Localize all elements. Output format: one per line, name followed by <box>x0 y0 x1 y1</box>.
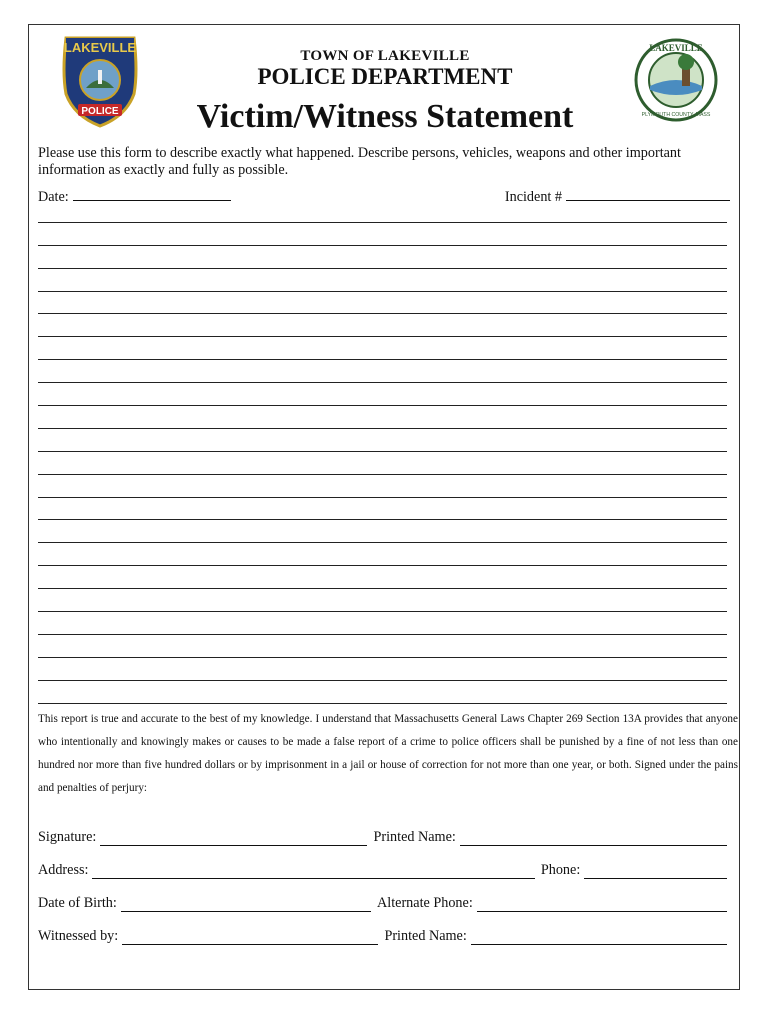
signature-row <box>38 828 727 846</box>
address-row <box>38 861 727 879</box>
statement-line[interactable] <box>38 566 727 589</box>
printed-name-label: Printed Name: <box>373 829 456 845</box>
statement-line[interactable] <box>38 337 727 360</box>
statement-line[interactable] <box>38 429 727 452</box>
witness-printed-name-blank[interactable] <box>471 931 727 945</box>
witnessed-by-blank[interactable] <box>122 931 378 945</box>
statement-line[interactable] <box>38 314 727 337</box>
statement-line[interactable] <box>38 452 727 475</box>
dob-blank[interactable] <box>121 898 371 912</box>
statement-line[interactable] <box>38 498 727 521</box>
printed-name-blank[interactable] <box>460 832 727 846</box>
town-heading: TOWN OF LAKEVILLE <box>300 48 470 64</box>
statement-line[interactable] <box>38 360 727 383</box>
dob-label: Date of Birth: <box>38 895 117 911</box>
statement-line[interactable] <box>38 520 727 543</box>
dob-row <box>38 894 727 912</box>
instructions-text: Please use this form to describe exactly what happened. Describe persons, vehicles, weapons and other important information as exactly and fully as possible. <box>38 145 681 178</box>
phone-label: Phone: <box>540 862 581 878</box>
alt-phone-blank[interactable] <box>477 898 727 912</box>
patch-text-bottom: POLICE <box>81 106 119 117</box>
date-label: Date: <box>38 189 69 205</box>
incident-blank[interactable] <box>566 186 730 201</box>
date-blank[interactable] <box>73 186 231 201</box>
signature-label: Signature: <box>38 829 97 845</box>
statement-line[interactable] <box>38 589 727 612</box>
witness-row <box>38 927 727 945</box>
incident-label: Incident # <box>504 189 562 205</box>
statement-line[interactable] <box>38 246 727 269</box>
witnessed-by-label: Witnessed by: <box>38 928 119 944</box>
seal-text-top: LAKEVILLE <box>649 43 703 53</box>
statement-lines[interactable] <box>38 200 727 704</box>
seal-text-bottom: PLYMOUTH COUNTY, MASS <box>641 112 711 118</box>
address-label: Address: <box>38 862 89 878</box>
certification-text: This report is true and accurate to the best of my knowledge. I understand that Massachusetts General Laws Chapter 269 Section 13A provides that anyone who intentionally and knowingly makes or causes to be made a false report of a crime to police officers shall be punished by a fine of not less than one hundred nor more than five hundred dollars or by imprisonment in a jail or house of correction for not more than one year, or both. Signed under the pains and penalties of perjury: <box>38 713 738 794</box>
address-blank[interactable] <box>92 865 534 879</box>
statement-line[interactable] <box>38 223 727 246</box>
statement-line[interactable] <box>38 543 727 566</box>
statement-line[interactable] <box>38 200 727 223</box>
statement-line[interactable] <box>38 292 727 315</box>
statement-line[interactable] <box>38 658 727 681</box>
statement-line[interactable] <box>38 681 727 704</box>
statement-line[interactable] <box>38 475 727 498</box>
statement-line[interactable] <box>38 269 727 292</box>
statement-line[interactable] <box>38 406 727 429</box>
department-heading: POLICE DEPARTMENT <box>257 64 513 89</box>
statement-line[interactable] <box>38 612 727 635</box>
statement-line[interactable] <box>38 383 727 406</box>
signature-blank[interactable] <box>100 832 367 846</box>
statement-line[interactable] <box>38 635 727 658</box>
phone-blank[interactable] <box>584 865 727 879</box>
form-title: Victim/Witness Statement <box>196 98 574 135</box>
alt-phone-label: Alternate Phone: <box>377 895 473 911</box>
patch-text-top: LAKEVILLE <box>63 40 137 55</box>
witness-printed-name-label: Printed Name: <box>384 928 467 944</box>
